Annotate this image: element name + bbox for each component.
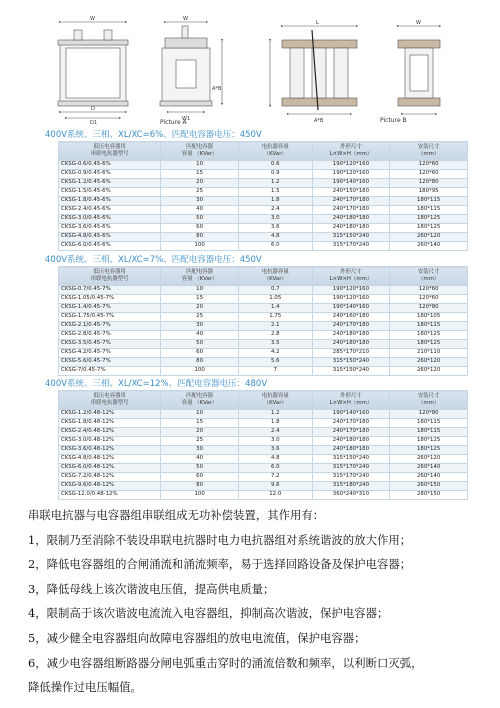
- model-cell: CKSG-7.2/0.48-12%: [59, 473, 161, 482]
- mounting-cell: 260*120: [390, 358, 468, 367]
- dimensions-cell: 315*170*240: [312, 473, 390, 482]
- model-cell: CKSG-1.8/0.48-12%: [59, 419, 161, 428]
- dimensions-cell: 315*150*240: [312, 455, 390, 464]
- dimensions-cell: 315*170*240: [312, 464, 390, 473]
- capacitor-capacity-cell: 15: [161, 295, 239, 304]
- model-cell: CKSG-0.6/0.45-6%: [59, 161, 161, 170]
- dimensions-cell: 315*150*240: [312, 233, 390, 242]
- table-row: [59, 473, 468, 482]
- capacitor-capacity-cell: 100: [161, 242, 239, 251]
- column-header: 电抗器容量 （KVar）: [238, 267, 312, 286]
- label-w1: W1: [182, 116, 191, 122]
- mounting-cell: 120*80: [390, 410, 468, 419]
- section-title-7pct: 400V系统、三相、XL/XC=7%、匹配电容器电压：450V: [45, 255, 262, 265]
- dimensions-cell: 240*180*180: [312, 340, 390, 349]
- column-header: 安装尺寸 （mm）: [390, 142, 468, 161]
- note-item-6-cont: 降低操作过电压幅值。: [28, 680, 142, 695]
- reactor-capacity-cell: 9.6: [238, 482, 312, 491]
- model-cell: CKSG-7/0.45-7%: [59, 367, 161, 376]
- mounting-cell: 180*125: [390, 340, 468, 349]
- note-item-5: 5，减少健全电容器组向故障电容器组的放电电流值，保护电容器；: [28, 630, 366, 645]
- picture-a-caption: Picture A: [160, 119, 187, 126]
- capacitor-capacity-cell: 50: [161, 464, 239, 473]
- table-row: [59, 233, 468, 242]
- product-drawings: [0, 0, 500, 128]
- mounting-cell: 120*60: [390, 286, 468, 295]
- dimensions-cell: 240*180*180: [312, 215, 390, 224]
- mounting-cell: 180*115: [390, 419, 468, 428]
- mounting-cell: 260*120: [390, 455, 468, 464]
- table-row: [59, 224, 468, 233]
- dimensions-cell: 240*150*180: [312, 188, 390, 197]
- dimensions-cell: 190*120*160: [312, 161, 390, 170]
- note-item-3: 3，降低母线上该次谐波电压值，提高供电质量；: [28, 581, 275, 596]
- mounting-cell: 120*60: [390, 295, 468, 304]
- column-header: 外形尺寸 L×W×H（mm）: [312, 142, 390, 161]
- table-row: [59, 215, 468, 224]
- mounting-cell: 180*115: [390, 206, 468, 215]
- model-cell: CKSG-1.75/0.45-7%: [59, 313, 161, 322]
- table-row: [59, 358, 468, 367]
- dimensions-cell: 240*170*180: [312, 428, 390, 437]
- dimension-drawings-svg: [0, 0, 500, 128]
- label-w-b: W: [416, 20, 421, 26]
- capacitor-capacity-cell: 80: [161, 482, 239, 491]
- table-row: [59, 464, 468, 473]
- mounting-cell: 180*125: [390, 224, 468, 233]
- capacitor-capacity-cell: 60: [161, 473, 239, 482]
- reactor-capacity-cell: 12.0: [238, 491, 312, 500]
- reactor-capacity-cell: 3.0: [238, 215, 312, 224]
- reactor-capacity-cell: 3.6: [238, 446, 312, 455]
- table-row: [59, 428, 468, 437]
- column-header: 低压电容器用 串联电抗器型号: [59, 391, 161, 410]
- label-w-side: W: [183, 16, 188, 22]
- spec-table-7pct: [58, 266, 468, 376]
- table-header-row: [59, 267, 468, 286]
- spec-table-12pct: [58, 390, 468, 500]
- table-row: [59, 286, 468, 295]
- mounting-cell: 120*60: [390, 161, 468, 170]
- model-cell: CKSG-9.6/0.48-12%: [59, 482, 161, 491]
- label-ab-a: A*B: [212, 86, 222, 92]
- table-row: [59, 437, 468, 446]
- model-cell: CKSG-6.0/0.45-6%: [59, 242, 161, 251]
- model-cell: CKSG-1.8/0.45-6%: [59, 197, 161, 206]
- reactor-capacity-cell: 1.4: [238, 304, 312, 313]
- dimensions-cell: 240*180*180: [312, 446, 390, 455]
- capacitor-capacity-cell: 20: [161, 428, 239, 437]
- note-item-4: 4，限制高于该次谐波电流流入电容器组，抑制高次谐波，保护电容器；: [28, 606, 389, 621]
- reactor-capacity-cell: 2.4: [238, 428, 312, 437]
- label-d: D: [91, 106, 95, 112]
- reactor-capacity-cell: 1.75: [238, 313, 312, 322]
- capacitor-capacity-cell: 15: [161, 170, 239, 179]
- reactor-capacity-cell: 5.6: [238, 358, 312, 367]
- model-cell: CKSG-1.2/0.48-12%: [59, 410, 161, 419]
- column-header: 电抗器容量 （KVar）: [238, 391, 312, 410]
- table-row: [59, 367, 468, 376]
- model-cell: CKSG-3.5/0.45-7%: [59, 340, 161, 349]
- reactor-capacity-cell: 7.2: [238, 473, 312, 482]
- label-d1: D1: [90, 120, 98, 126]
- model-cell: CKSG-3.0/0.45-6%: [59, 215, 161, 224]
- mounting-cell: 260*140: [390, 242, 468, 251]
- model-cell: CKSG-2.4/0.48-12%: [59, 428, 161, 437]
- capacitor-capacity-cell: 50: [161, 340, 239, 349]
- capacitor-capacity-cell: 20: [161, 304, 239, 313]
- reactor-capacity-cell: 7: [238, 367, 312, 376]
- note-item-2: 2，降低电容器组的合闸涌流和涌流频率，易于选择回路设备及保护电容器；: [28, 557, 412, 572]
- mounting-cell: 180*125: [390, 437, 468, 446]
- mounting-cell: 260*140: [390, 464, 468, 473]
- mounting-cell: 120*60: [390, 170, 468, 179]
- spec-table-6pct: [58, 141, 468, 251]
- model-cell: CKSG-1.5/0.45-6%: [59, 188, 161, 197]
- mounting-cell: 180*115: [390, 322, 468, 331]
- reactor-capacity-cell: 1.5: [238, 188, 312, 197]
- table-row: [59, 455, 468, 464]
- label-l: L: [316, 20, 319, 26]
- column-header: 匹配电容器 容量 （KVar）: [161, 142, 239, 161]
- reactor-capacity-cell: 0.7: [238, 286, 312, 295]
- column-header: 匹配电容器 容量 （KVar）: [161, 391, 239, 410]
- section-title-6pct: 400V系统、三相、XL/XC=6%、匹配电容器电压：450V: [45, 130, 262, 140]
- dimensions-cell: 190*140*160: [312, 410, 390, 419]
- model-cell: CKSG-1.05/0.45-7%: [59, 295, 161, 304]
- mounting-cell: 180*125: [390, 215, 468, 224]
- model-cell: CKSG-4.2/0.45-7%: [59, 349, 161, 358]
- model-cell: CKSG-3.0/0.48-12%: [59, 437, 161, 446]
- reactor-capacity-cell: 6.0: [238, 242, 312, 251]
- capacitor-capacity-cell: 80: [161, 358, 239, 367]
- reactor-capacity-cell: 2.1: [238, 322, 312, 331]
- dimensions-cell: 315*150*240: [312, 358, 390, 367]
- reactor-capacity-cell: 1.05: [238, 295, 312, 304]
- column-header: 低压电容器用 串联电抗器型号: [59, 142, 161, 161]
- reactor-capacity-cell: 0.6: [238, 161, 312, 170]
- column-header: 安装尺寸 （mm）: [390, 391, 468, 410]
- table-row: [59, 206, 468, 215]
- reactor-capacity-cell: 4.8: [238, 233, 312, 242]
- usage-notes: [28, 503, 493, 700]
- table-row: [59, 349, 468, 358]
- model-cell: CKSG-2.1/0.45-7%: [59, 322, 161, 331]
- capacitor-capacity-cell: 50: [161, 215, 239, 224]
- note-item-6: 6，减少电容器组断路器分闸电弧重击穿时的涌流倍数和频率，以利断口灭弧，: [28, 655, 423, 670]
- model-cell: CKSG-0.9/0.45-6%: [59, 170, 161, 179]
- label-w-a: W: [90, 16, 95, 22]
- table-row: [59, 304, 468, 313]
- reactor-capacity-cell: 4.2: [238, 349, 312, 358]
- capacitor-capacity-cell: 10: [161, 286, 239, 295]
- capacitor-capacity-cell: 25: [161, 313, 239, 322]
- dimensions-cell: 285*170*210: [312, 349, 390, 358]
- dimensions-cell: 315*150*240: [312, 367, 390, 376]
- mounting-cell: 180*95: [390, 188, 468, 197]
- mounting-cell: 180*125: [390, 331, 468, 340]
- picture-a-side-view: [160, 22, 222, 112]
- picture-b-side-view: [398, 26, 440, 114]
- table-row: [59, 197, 468, 206]
- dimensions-cell: 240*170*180: [312, 419, 390, 428]
- dimensions-cell: 360*240*310: [312, 491, 390, 500]
- dimensions-cell: 190*140*160: [312, 179, 390, 188]
- capacitor-capacity-cell: 20: [161, 179, 239, 188]
- capacitor-capacity-cell: 40: [161, 331, 239, 340]
- capacitor-capacity-cell: 100: [161, 367, 239, 376]
- column-header: 外形尺寸 L×W×H（mm）: [312, 267, 390, 286]
- dimensions-cell: 315*180*240: [312, 482, 390, 491]
- capacitor-capacity-cell: 40: [161, 455, 239, 464]
- picture-a-front-view: [58, 22, 128, 118]
- column-header: 外形尺寸 L×W×H（mm）: [312, 391, 390, 410]
- mounting-cell: 260*120: [390, 233, 468, 242]
- dimensions-cell: 190*120*160: [312, 170, 390, 179]
- table-row: [59, 340, 468, 349]
- table-row: [59, 491, 468, 500]
- reactor-capacity-cell: 4.8: [238, 455, 312, 464]
- table-row: [59, 410, 468, 419]
- table-row: [59, 161, 468, 170]
- dimensions-cell: 315*170*240: [312, 242, 390, 251]
- dimensions-cell: 240*180*180: [312, 224, 390, 233]
- capacitor-capacity-cell: 25: [161, 437, 239, 446]
- reactor-capacity-cell: 1.8: [238, 419, 312, 428]
- mounting-cell: 260*120: [390, 367, 468, 376]
- table-row: [59, 322, 468, 331]
- reactor-capacity-cell: 0.9: [238, 170, 312, 179]
- model-cell: CKSG-5.6/0.45-7%: [59, 358, 161, 367]
- dimensions-cell: 190*120*160: [312, 295, 390, 304]
- section-title-12pct: 400V系统、三相、XL/XC=12%、匹配电容器电压：480V: [45, 379, 268, 389]
- dimensions-cell: 190*140*160: [312, 304, 390, 313]
- column-header: 电抗器容量 （KVar）: [238, 142, 312, 161]
- capacitor-capacity-cell: 60: [161, 349, 239, 358]
- note-intro: 串联电抗器与电容器组串联组成无功补偿装置，其作用有：: [28, 508, 325, 522]
- reactor-capacity-cell: 3.5: [238, 340, 312, 349]
- table-row: [59, 331, 468, 340]
- column-header: 匹配电容器 容量 （KVar）: [161, 267, 239, 286]
- reactor-capacity-cell: 2.8: [238, 331, 312, 340]
- table-row: [59, 188, 468, 197]
- model-cell: CKSG-3.6/0.48-12%: [59, 446, 161, 455]
- table-row: [59, 242, 468, 251]
- model-cell: CKSG-0.7/0.45-7%: [59, 286, 161, 295]
- model-cell: CKSG-2.4/0.45-6%: [59, 206, 161, 215]
- model-cell: CKSG-1.2/0.45-6%: [59, 179, 161, 188]
- column-header: 安装尺寸 （mm）: [390, 267, 468, 286]
- reactor-capacity-cell: 1.8: [238, 197, 312, 206]
- table-row: [59, 170, 468, 179]
- table-row: [59, 179, 468, 188]
- dimensions-cell: 240*180*180: [312, 437, 390, 446]
- mounting-cell: 260*150: [390, 482, 468, 491]
- table-header-row: [59, 142, 468, 161]
- capacitor-capacity-cell: 100: [161, 491, 239, 500]
- mounting-cell: 280*150: [390, 491, 468, 500]
- model-cell: CKSG-2.8/0.45-7%: [59, 331, 161, 340]
- model-cell: CKSG-3.6/0.45-6%: [59, 224, 161, 233]
- capacitor-capacity-cell: 30: [161, 322, 239, 331]
- dimensions-cell: 240*160*180: [312, 313, 390, 322]
- reactor-capacity-cell: 2.4: [238, 206, 312, 215]
- picture-b-front-view: [270, 26, 357, 114]
- capacitor-capacity-cell: 40: [161, 206, 239, 215]
- mounting-cell: 180*125: [390, 446, 468, 455]
- mounting-cell: 120*80: [390, 179, 468, 188]
- capacitor-capacity-cell: 15: [161, 419, 239, 428]
- table-row: [59, 419, 468, 428]
- model-cell: CKSG-4.8/0.48-12%: [59, 455, 161, 464]
- dimensions-cell: 190*120*160: [312, 286, 390, 295]
- model-cell: CKSG-12.0/0.48-12%: [59, 491, 161, 500]
- model-cell: CKSG-4.8/0.45-6%: [59, 233, 161, 242]
- note-item-1: 1，限制乃至消除不装设串联电抗器时电力电抗器组对系统谐波的放大作用；: [28, 532, 412, 547]
- capacitor-capacity-cell: 30: [161, 446, 239, 455]
- table-row: [59, 295, 468, 304]
- label-ab-b: A*B: [314, 118, 324, 124]
- dimensions-cell: 240*170*180: [312, 322, 390, 331]
- model-cell: CKSG-6.0/0.48-12%: [59, 464, 161, 473]
- mounting-cell: 260*140: [390, 473, 468, 482]
- capacitor-capacity-cell: 80: [161, 233, 239, 242]
- capacitor-capacity-cell: 10: [161, 161, 239, 170]
- capacitor-capacity-cell: 25: [161, 188, 239, 197]
- table-row: [59, 482, 468, 491]
- table-header-row: [59, 391, 468, 410]
- dimensions-cell: 240*180*180: [312, 331, 390, 340]
- column-header: 低压电容器用 串联电抗器型号: [59, 267, 161, 286]
- mounting-cell: 180*105: [390, 313, 468, 322]
- capacitor-capacity-cell: 60: [161, 224, 239, 233]
- mounting-cell: 180*115: [390, 197, 468, 206]
- capacitor-capacity-cell: 10: [161, 410, 239, 419]
- model-cell: CKSG-1.4/0.45-7%: [59, 304, 161, 313]
- dimensions-cell: 240*170*180: [312, 206, 390, 215]
- capacitor-capacity-cell: 30: [161, 197, 239, 206]
- mounting-cell: 210*110: [390, 349, 468, 358]
- mounting-cell: 120*80: [390, 304, 468, 313]
- reactor-capacity-cell: 3.0: [238, 437, 312, 446]
- mounting-cell: 180*115: [390, 428, 468, 437]
- reactor-capacity-cell: 1.2: [238, 179, 312, 188]
- table-row: [59, 313, 468, 322]
- table-row: [59, 446, 468, 455]
- dimensions-cell: 240*170*180: [312, 197, 390, 206]
- picture-b-caption: Picture B: [380, 117, 407, 124]
- reactor-capacity-cell: 1.2: [238, 410, 312, 419]
- reactor-capacity-cell: 6.0: [238, 464, 312, 473]
- reactor-capacity-cell: 3.6: [238, 224, 312, 233]
